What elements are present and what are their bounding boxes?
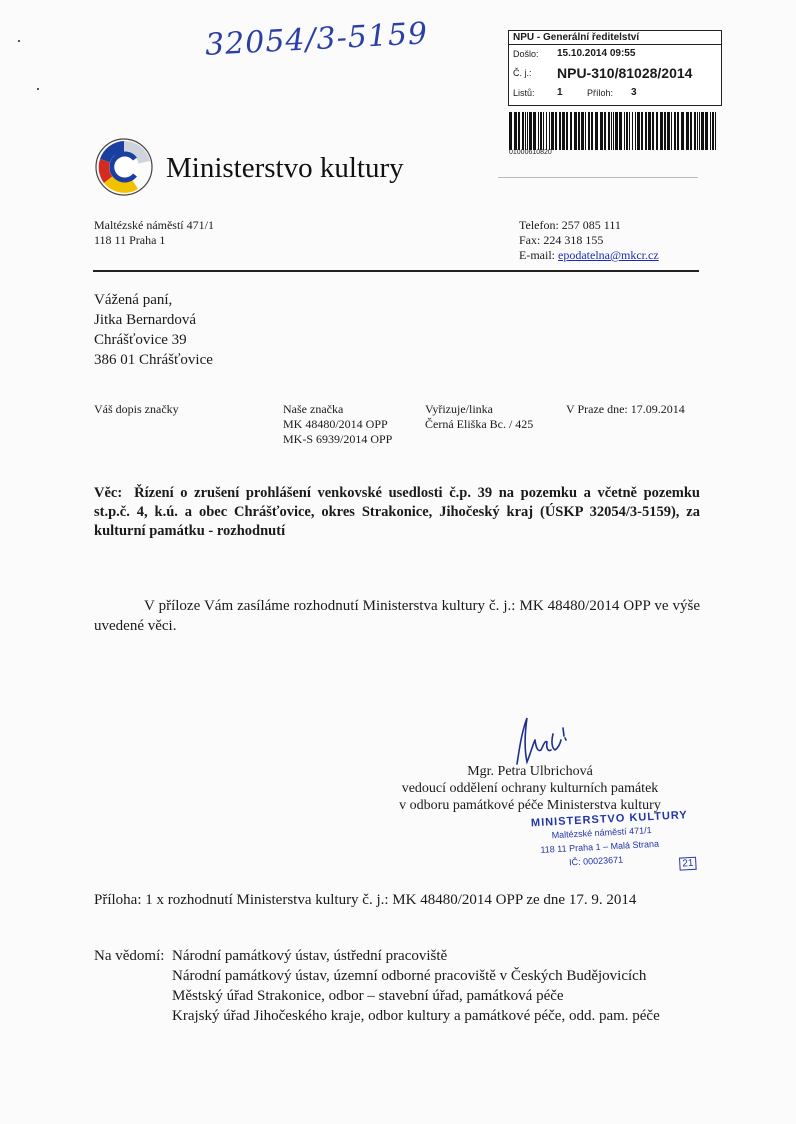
- fax: Fax: 224 318 155: [519, 233, 604, 247]
- barcode-bar: [674, 112, 676, 150]
- scan-speck: [18, 40, 20, 42]
- ministry-address: [94, 218, 214, 248]
- barcode-bar: [652, 112, 654, 150]
- signatory-title: vedoucí oddělení ochrany kulturních památek: [401, 781, 659, 796]
- barcode-number: 01000610820: [509, 149, 552, 156]
- stamp-sheets-label: Listů:: [513, 87, 535, 98]
- our-reference-label: Naše značka: [283, 402, 344, 416]
- barcode-bar: [518, 112, 520, 150]
- stamp-cj-value: NPU-310/81028/2014: [557, 65, 693, 81]
- signatory-name: Mgr. Petra Ulbrichová: [467, 764, 593, 779]
- barcode-bar: [585, 112, 586, 150]
- barcode-bar: [624, 112, 625, 150]
- barcode-bar: [604, 112, 606, 150]
- seal-line: 118 11 Praha 1 – Malá Strana: [540, 838, 660, 855]
- stamp-header: NPU - Generální ředitelství: [509, 31, 721, 45]
- barcode-bar: [690, 112, 692, 150]
- barcode-bar: [701, 112, 704, 150]
- barcode-bar: [626, 112, 628, 150]
- barcode-bar: [578, 112, 580, 150]
- barcode-bar: [529, 112, 532, 150]
- barcode-bar: [611, 112, 612, 150]
- barcode-bar: [581, 112, 584, 150]
- barcode-bar: [509, 112, 512, 150]
- salutation: Vážená paní,: [94, 292, 173, 308]
- barcode-bar: [641, 112, 643, 150]
- barcode-bar: [559, 112, 561, 150]
- barcode-bar: [697, 112, 698, 150]
- barcode-bar: [671, 112, 672, 150]
- barcode-bar: [664, 112, 666, 150]
- barcode-bar: [574, 112, 577, 150]
- divider: [498, 177, 698, 178]
- ministry-name: Ministerstvo kultury: [166, 152, 404, 184]
- recipient-name: Jitka Bernardová: [94, 312, 197, 328]
- subject-text: Řízení o zrušení prohlášení venkovské usedlosti č.p. 39 na pozemku a včetně pozemku st.p.č. 4, k.ú. a obec Chrášťovice, okres Strakonice, Jihočeský kraj (ÚSKP 32054/3-5159), za kulturní památku - rozhodnutí: [94, 485, 700, 539]
- our-reference: [283, 402, 392, 447]
- ministry-logo: [94, 137, 154, 197]
- handwritten-reference: 32054/3-5159: [204, 16, 429, 63]
- stamp-received-value: 15.10.2014 09:55: [557, 48, 636, 59]
- copies-to: [94, 946, 660, 1026]
- barcode-bar: [522, 112, 524, 150]
- email-row: [519, 248, 659, 263]
- barcode-bar: [566, 112, 568, 150]
- stamp-attachments-value: 3: [631, 87, 637, 98]
- barcode-bar: [595, 112, 598, 150]
- barcode-bar: [549, 112, 550, 150]
- barcode-bar: [619, 112, 622, 150]
- subject: [94, 484, 700, 541]
- barcode-bar: [715, 112, 716, 150]
- barcode-bar: [514, 112, 517, 150]
- barcode-bar: [635, 112, 636, 150]
- copies-label: Na vědomí:: [94, 948, 165, 964]
- barcode-bar: [681, 112, 684, 150]
- barcode-bar: [712, 112, 714, 150]
- letter-date: V Praze dne: 17.09.2014: [566, 402, 685, 416]
- our-reference-1: MK 48480/2014 OPP: [283, 417, 388, 431]
- official-seal: [531, 809, 699, 872]
- barcode-bar: [551, 112, 554, 150]
- stamp-cj-label: Č. j.:: [513, 68, 532, 78]
- barcode-bar: [632, 112, 633, 150]
- our-reference-2: MK-S 6939/2014 OPP: [283, 432, 393, 446]
- seal-number: 21: [679, 857, 697, 871]
- barcode-bar: [527, 112, 528, 150]
- copies-item: Národní památkový ústav, územní odborné pracoviště v Českých Budějovicích: [172, 968, 647, 984]
- seal-line: IČ: 00023671: [568, 854, 624, 868]
- barcode-bar: [546, 112, 547, 150]
- barcode-bar: [637, 112, 640, 150]
- barcode: [509, 112, 719, 150]
- barcode-bar: [660, 112, 663, 150]
- recipient-block: [94, 290, 213, 370]
- stamp-received-label: Došlo:: [513, 48, 539, 59]
- barcode-bar: [677, 112, 679, 150]
- handled-by-value: Černá Eliška Bc. / 425: [425, 417, 534, 431]
- body-text: V příloze Vám zasíláme rozhodnutí Ministerstva kultury č. j.: MK 48480/2014 OPP ve výše uvedené věci.: [94, 598, 700, 634]
- address-line: 118 11 Praha 1: [94, 233, 166, 247]
- address-line: Maltézské náměstí 471/1: [94, 218, 214, 232]
- copies-item: Krajský úřad Jihočeského kraje, odbor kultury a památkové péče, odd. pam. péče: [172, 1008, 660, 1024]
- handled-by-label: Vyřizuje/linka: [425, 402, 493, 416]
- barcode-bar: [629, 112, 630, 150]
- handled-by: [425, 402, 533, 432]
- copies-item: Městský úřad Strakonice, odbor – stavební úřad, památková péče: [172, 988, 564, 1004]
- seal-title: MINISTERSTVO KULTURY: [530, 809, 689, 830]
- barcode-bar: [656, 112, 658, 150]
- barcode-bar: [562, 112, 565, 150]
- barcode-bar: [570, 112, 572, 150]
- email-label: E-mail:: [519, 248, 558, 262]
- header-rule: [93, 270, 699, 272]
- barcode-bar: [615, 112, 618, 150]
- barcode-bar: [608, 112, 610, 150]
- barcode-bar: [710, 112, 711, 150]
- barcode-bar: [686, 112, 689, 150]
- barcode-bar: [555, 112, 557, 150]
- barcode-bar: [694, 112, 696, 150]
- contact-info: [519, 218, 659, 263]
- barcode-bar: [538, 112, 539, 150]
- registry-stamp: [508, 30, 722, 106]
- scan-speck: [37, 88, 39, 90]
- barcode-bar: [533, 112, 536, 150]
- recipient-city: 386 01 Chrášťovice: [94, 352, 213, 368]
- letter-body: [94, 596, 700, 636]
- subject-label: Věc:: [94, 485, 123, 501]
- seal-line: Maltézské náměstí 471/1: [551, 825, 652, 841]
- barcode-bar: [699, 112, 700, 150]
- signatory: [360, 763, 700, 814]
- copies-item: Národní památkový ústav, ústřední pracoviště: [172, 948, 448, 964]
- barcode-bar: [645, 112, 647, 150]
- recipient-street: Chrášťovice 39: [94, 332, 187, 348]
- barcode-bar: [705, 112, 708, 150]
- handwritten-signature: [505, 712, 585, 767]
- barcode-bar: [543, 112, 544, 150]
- phone: Telefon: 257 085 111: [519, 218, 621, 232]
- barcode-bar: [600, 112, 603, 150]
- stamp-attachments-label: Příloh:: [587, 87, 614, 98]
- barcode-bar: [648, 112, 651, 150]
- barcode-bar: [588, 112, 590, 150]
- barcode-bar: [613, 112, 614, 150]
- your-letter-label: Váš dopis značky: [94, 402, 179, 416]
- stamp-sheets-value: 1: [557, 87, 563, 98]
- barcode-bar: [540, 112, 542, 150]
- barcode-bar: [591, 112, 593, 150]
- email-link[interactable]: epodatelna@mkcr.cz: [558, 248, 659, 262]
- attachment-note: Příloha: 1 x rozhodnutí Ministerstva kultury č. j.: MK 48480/2014 OPP ze dne 17. 9. 2014: [94, 892, 637, 908]
- barcode-bar: [667, 112, 670, 150]
- barcode-bar: [525, 112, 526, 150]
- signatory-department: v odboru památkové péče Ministerstva kultury: [399, 798, 661, 813]
